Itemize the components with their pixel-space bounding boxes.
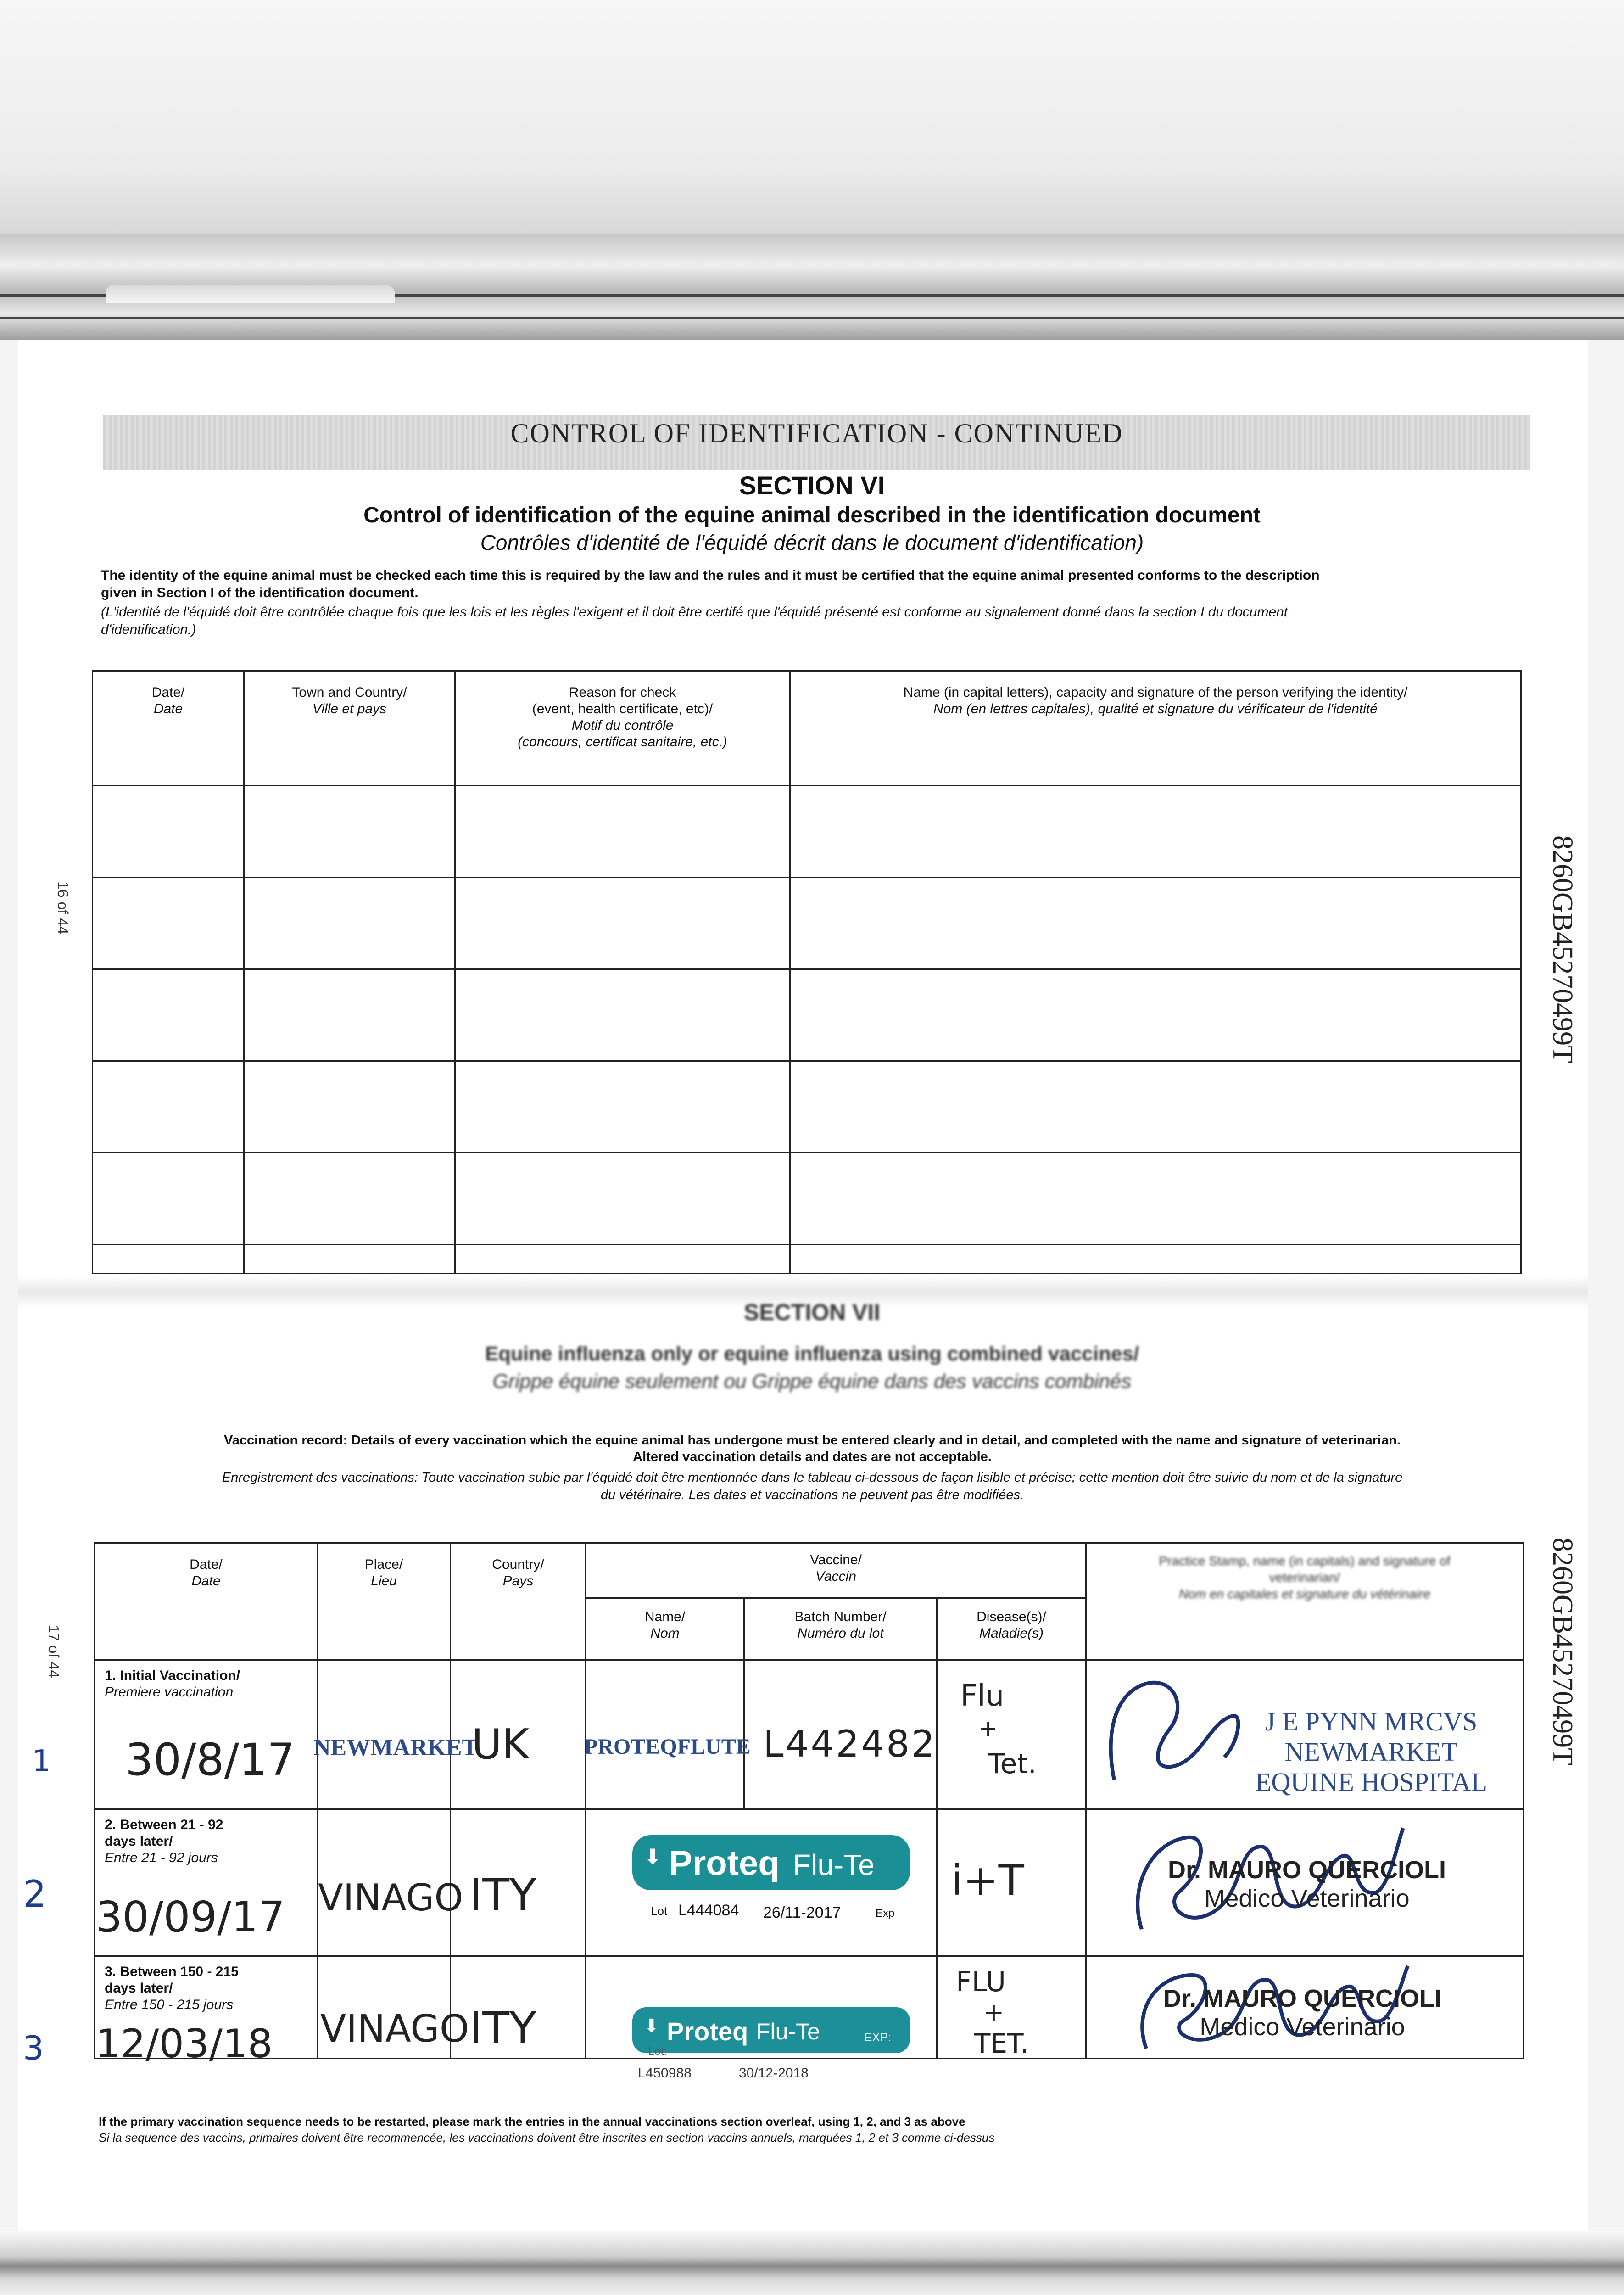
row-label — [105, 1817, 223, 1866]
col-header-batch — [745, 1599, 938, 1661]
header-text: veterinarian/ — [1269, 1570, 1340, 1584]
scanner-background — [0, 0, 1624, 239]
vet-stamp — [1133, 1856, 1481, 1913]
sticker-arrow-icon: ⬇ — [644, 1845, 662, 1869]
header-text: Batch Number/ — [794, 1609, 887, 1624]
row1-place-cell — [313, 1661, 478, 1810]
vaccine-sticker — [632, 1835, 910, 1890]
header-text-fr: Nom — [650, 1626, 680, 1641]
margin-number: 1 — [32, 1744, 51, 1778]
table-cell — [456, 1245, 791, 1273]
vaccine-stamp: PROTEQFLUTE — [584, 1735, 751, 1759]
page-bottom-edge — [0, 2231, 1624, 2295]
sticker-brand: Proteq — [667, 2017, 748, 2046]
vet-signature — [1096, 1665, 1252, 1803]
row-label-fr: Premiere vaccination — [105, 1685, 234, 1700]
vaccination-table — [94, 1542, 1524, 2067]
date-handwritten: 30/8/17 — [125, 1734, 296, 1786]
col-header-verifier — [791, 672, 1520, 786]
header-text-fr: Date — [191, 1573, 221, 1589]
header-text: Vaccine/ — [810, 1552, 862, 1567]
disease-handwritten: FLU — [956, 1966, 1006, 1998]
table-cell — [245, 786, 456, 878]
section-vi-title-fr: Contrôles d'identité de l'équidé décrit dans le document d'identification) — [480, 531, 1144, 554]
intro-line: given in Section I of the identification document. — [101, 585, 419, 600]
col-header-country — [451, 1544, 586, 1661]
sticker-lot: L444084 — [678, 1902, 739, 1919]
date-handwritten: 30/09/17 — [95, 1892, 285, 1942]
place-handwritten: VINAGO — [318, 1876, 463, 1919]
col-header-disease — [938, 1599, 1087, 1661]
country-handwritten: UK — [472, 1720, 529, 1769]
table-cell — [791, 786, 1520, 878]
row3-place-cell — [318, 1957, 469, 2058]
stamp-line: EQUINE HOSPITAL — [1255, 1767, 1488, 1797]
table-cell — [791, 970, 1520, 1062]
disease-handwritten: TET. — [974, 2028, 1029, 2059]
col-header-reason — [456, 672, 791, 786]
col-header-vaccine-name — [586, 1599, 745, 1661]
row-label-text: 1. Initial Vaccination/ — [105, 1668, 240, 1683]
col-header-date — [95, 1544, 318, 1661]
page-number: 16 of 44 — [55, 881, 71, 935]
header-text-fr: Pays — [502, 1573, 534, 1589]
header-text: Name (in capital letters), capacity and signature of the person verifying the identity/ — [903, 685, 1408, 700]
intro-fr-line: d'identification.) — [101, 622, 196, 637]
header-text-fr: Ville et pays — [312, 701, 387, 716]
table-cell — [456, 1153, 791, 1245]
row-label-text: 3. Between 150 - 215 — [105, 1964, 239, 1979]
page-number: 17 of 44 — [45, 1625, 62, 1678]
stamp-line: NEWMARKET — [1284, 1737, 1458, 1767]
disease-handwritten: Tet. — [988, 1748, 1037, 1780]
section-vii-title: Equine influenza only or equine influenza using combined vaccines/ — [485, 1343, 1139, 1365]
row-label-text: days later/ — [105, 1834, 173, 1849]
header-text-fr: Numéro du lot — [797, 1626, 884, 1641]
row1-disease-cell — [938, 1661, 1087, 1810]
row1-country-cell — [451, 1661, 586, 1810]
row-label-text: 2. Between 21 - 92 — [105, 1817, 223, 1832]
section-vi-title: Control of identification of the equine animal described in the identification document — [363, 503, 1261, 527]
row2-vaccine-cell — [586, 1810, 938, 1957]
col-header-town — [245, 672, 456, 786]
batch-handwritten: L442482 — [763, 1723, 937, 1765]
record-fr-line: Enregistrement des vaccinations: Toute vaccination subie par l'équidé doit être mentionnée dans le tableau ci-dessous de façon lisible et précise; cette mention doit être suivie du nom et de la signature — [222, 1470, 1403, 1485]
sticker-arrow-icon: ⬇ — [644, 2016, 659, 2036]
sticker-brand: Proteq — [669, 1844, 780, 1883]
sticker-lot-label: Lot — [651, 1904, 668, 1918]
row-label-text: days later/ — [105, 1981, 173, 1996]
header-text: Reason for check — [569, 685, 676, 700]
table-cell — [93, 970, 245, 1062]
header-text-fr: (concours, certificat sanitaire, etc.) — [518, 734, 727, 750]
header-title: CONTROL OF IDENTIFICATION - CONTINUED — [510, 418, 1123, 448]
row-label — [105, 1668, 240, 1701]
row3-stamp-cell — [1087, 1957, 1523, 2058]
table-cell — [93, 1062, 245, 1153]
row1-stamp-cell — [1087, 1661, 1523, 1810]
header-text-fr: Nom en capitales et signature du vétérinaire — [1179, 1587, 1430, 1601]
table-cell — [791, 878, 1520, 970]
record-fr-line: du vétérinaire. Les dates et vaccinations ne peuvent pas être modifiées. — [600, 1488, 1024, 1502]
country-handwritten: ITY — [469, 2003, 536, 2054]
table-cell — [245, 1245, 456, 1273]
col-header-place — [318, 1544, 451, 1661]
header-text: Country/ — [492, 1557, 544, 1572]
disease-handwritten: Flu — [960, 1679, 1005, 1713]
table-cell — [456, 970, 791, 1062]
stamp-line: Dr. MAURO QUERCIOLI — [1163, 1985, 1442, 2012]
row-label — [105, 1964, 239, 2013]
row1-vaccine-cell — [584, 1661, 751, 1810]
table-cell — [93, 786, 245, 878]
identity-check-table — [92, 670, 1522, 1274]
header-text-fr: Date — [153, 701, 183, 716]
col-header-date — [93, 672, 245, 786]
row-label-fr: Entre 21 - 92 jours — [105, 1850, 218, 1865]
table-cell — [791, 1153, 1520, 1245]
edge-line — [0, 317, 1624, 319]
table-cell — [456, 786, 791, 878]
header-text: Place/ — [364, 1557, 403, 1572]
header-text: (event, health certificate, etc)/ — [532, 701, 713, 716]
vaccination-record-note-fr — [92, 1469, 1533, 1504]
row2-place-cell — [318, 1810, 463, 1957]
row2-stamp-cell — [1087, 1810, 1523, 1957]
page-tab — [106, 285, 395, 303]
stamp-line: Medico Veterinario — [1200, 2013, 1405, 2041]
row1-batch-cell — [745, 1661, 938, 1810]
table-cell — [245, 1153, 456, 1245]
place-stamp: NEWMARKET — [313, 1735, 478, 1761]
vet-stamp — [1128, 1984, 1477, 2041]
sticker-lot: L450988 — [638, 2066, 692, 2081]
header-text-fr: Motif du contrôle — [571, 718, 674, 733]
table-cell — [245, 1062, 456, 1153]
section-vii-title-fr: Grippe équine seulement ou Grippe équine dans des vaccins combinés — [492, 1370, 1132, 1393]
disease-handwritten: + — [983, 1998, 1005, 2027]
table-cell — [791, 1062, 1520, 1153]
sticker-exp: 26/11-2017 — [763, 1904, 841, 1921]
row3-disease-cell — [938, 1957, 1087, 2058]
header-text: Town and Country/ — [292, 685, 407, 700]
sticker-exp-label: Exp — [876, 1907, 895, 1920]
header-text-fr: Nom (en lettres capitales), qualité et signature du vérificateur de l'identité — [933, 701, 1378, 716]
sticker-exp-label: EXP: — [864, 2030, 892, 2044]
row3-date-cell — [95, 1957, 318, 2067]
practice-stamp — [1229, 1707, 1513, 1797]
sticker-exp: 30/12-2018 — [739, 2066, 809, 2081]
place-handwritten: VINAGO — [320, 2007, 469, 2051]
intro-fr-line: (L'identité de l'équidé doit être contrôlée chaque fois que les lois et les règles l'exigent et il doit être certifé que l'équidé présenté est conforme au signalement donné dans la section I du document — [101, 605, 1288, 620]
row2-date-cell — [95, 1810, 318, 1957]
intro-line: The identity of the equine animal must be checked each time this is required by the law and the rules and it must be certified that the equine animal presented conforms to the description — [101, 568, 1320, 583]
table-cell — [93, 1153, 245, 1245]
disease-handwritten: + — [979, 1716, 998, 1741]
stamp-line: Medico Veterinario — [1204, 1885, 1410, 1912]
col-header-stamp — [1087, 1544, 1523, 1661]
section-vi-intro — [101, 567, 1533, 602]
header-text-fr: Lieu — [371, 1573, 397, 1589]
stamp-line: Dr. MAURO QUERCIOLI — [1167, 1856, 1446, 1884]
table-cell — [456, 1062, 791, 1153]
footnote: If the primary vaccination sequence needs to be restarted, please mark the entries in the annual vaccinations section overleaf, using 1, 2, and 3 as above — [99, 2115, 965, 2128]
vaccination-record-note — [92, 1432, 1533, 1465]
document-code: 8260GB45270499T — [1547, 1538, 1578, 1765]
footnote-fr: Si la sequence des vaccins, primaires doivent être recommencée, les vaccinations doivent être inscrites en section vaccins annuels, marquées 1, 2 et 3 comme ci-dessus — [99, 2131, 995, 2144]
stamp-line: J E PYNN MRCVS — [1265, 1707, 1478, 1736]
section-vi-intro-fr — [101, 604, 1533, 638]
margin-number: 3 — [23, 2029, 44, 2067]
table-cell — [245, 878, 456, 970]
row2-country-cell — [451, 1810, 586, 1957]
disease-handwritten: i+T — [951, 1856, 1024, 1905]
header-text: Disease(s)/ — [977, 1609, 1046, 1624]
section-vi-heading: SECTION VI — [739, 471, 885, 500]
row3-vaccine-cell — [586, 1957, 938, 2058]
section-vii-heading: SECTION VII — [743, 1299, 881, 1325]
record-line: Vaccination record: Details of every vaccination which the equine animal has undergone must be entered clearly and in detail, and completed with the name and signature of veterinarian. — [224, 1433, 1401, 1448]
header-text: Date/ — [190, 1557, 223, 1572]
row1-date-cell — [95, 1661, 318, 1810]
date-handwritten: 12/03/18 — [95, 2021, 273, 2067]
table-cell — [245, 970, 456, 1062]
row-label-fr: Entre 150 - 215 jours — [105, 1997, 234, 2012]
row3-country-cell — [451, 1957, 586, 2058]
document-code: 8260GB45270499T — [1547, 835, 1578, 1063]
header-text: Practice Stamp, name (in capitals) and signature of — [1159, 1554, 1451, 1568]
margin-number: 2 — [23, 1873, 46, 1915]
country-handwritten: ITY — [469, 1870, 536, 1921]
sticker-lot-label: Lot: — [648, 2045, 667, 2058]
header-text: Date/ — [151, 685, 185, 700]
sticker-product: Flu-Te — [793, 1848, 875, 1881]
record-line: Altered vaccination details and dates are not acceptable. — [633, 1450, 992, 1464]
col-header-vaccine — [586, 1544, 1087, 1599]
header-text-fr: Maladie(s) — [979, 1626, 1044, 1641]
row2-disease-cell — [938, 1810, 1087, 1957]
table-cell — [456, 878, 791, 970]
vaccine-sticker — [632, 2007, 910, 2053]
table-cell — [93, 878, 245, 970]
header-text-fr: Vaccin — [815, 1569, 856, 1584]
sticker-product: Flu-Te — [756, 2019, 820, 2044]
header-text: Name/ — [644, 1609, 686, 1624]
table-cell — [93, 1245, 245, 1273]
